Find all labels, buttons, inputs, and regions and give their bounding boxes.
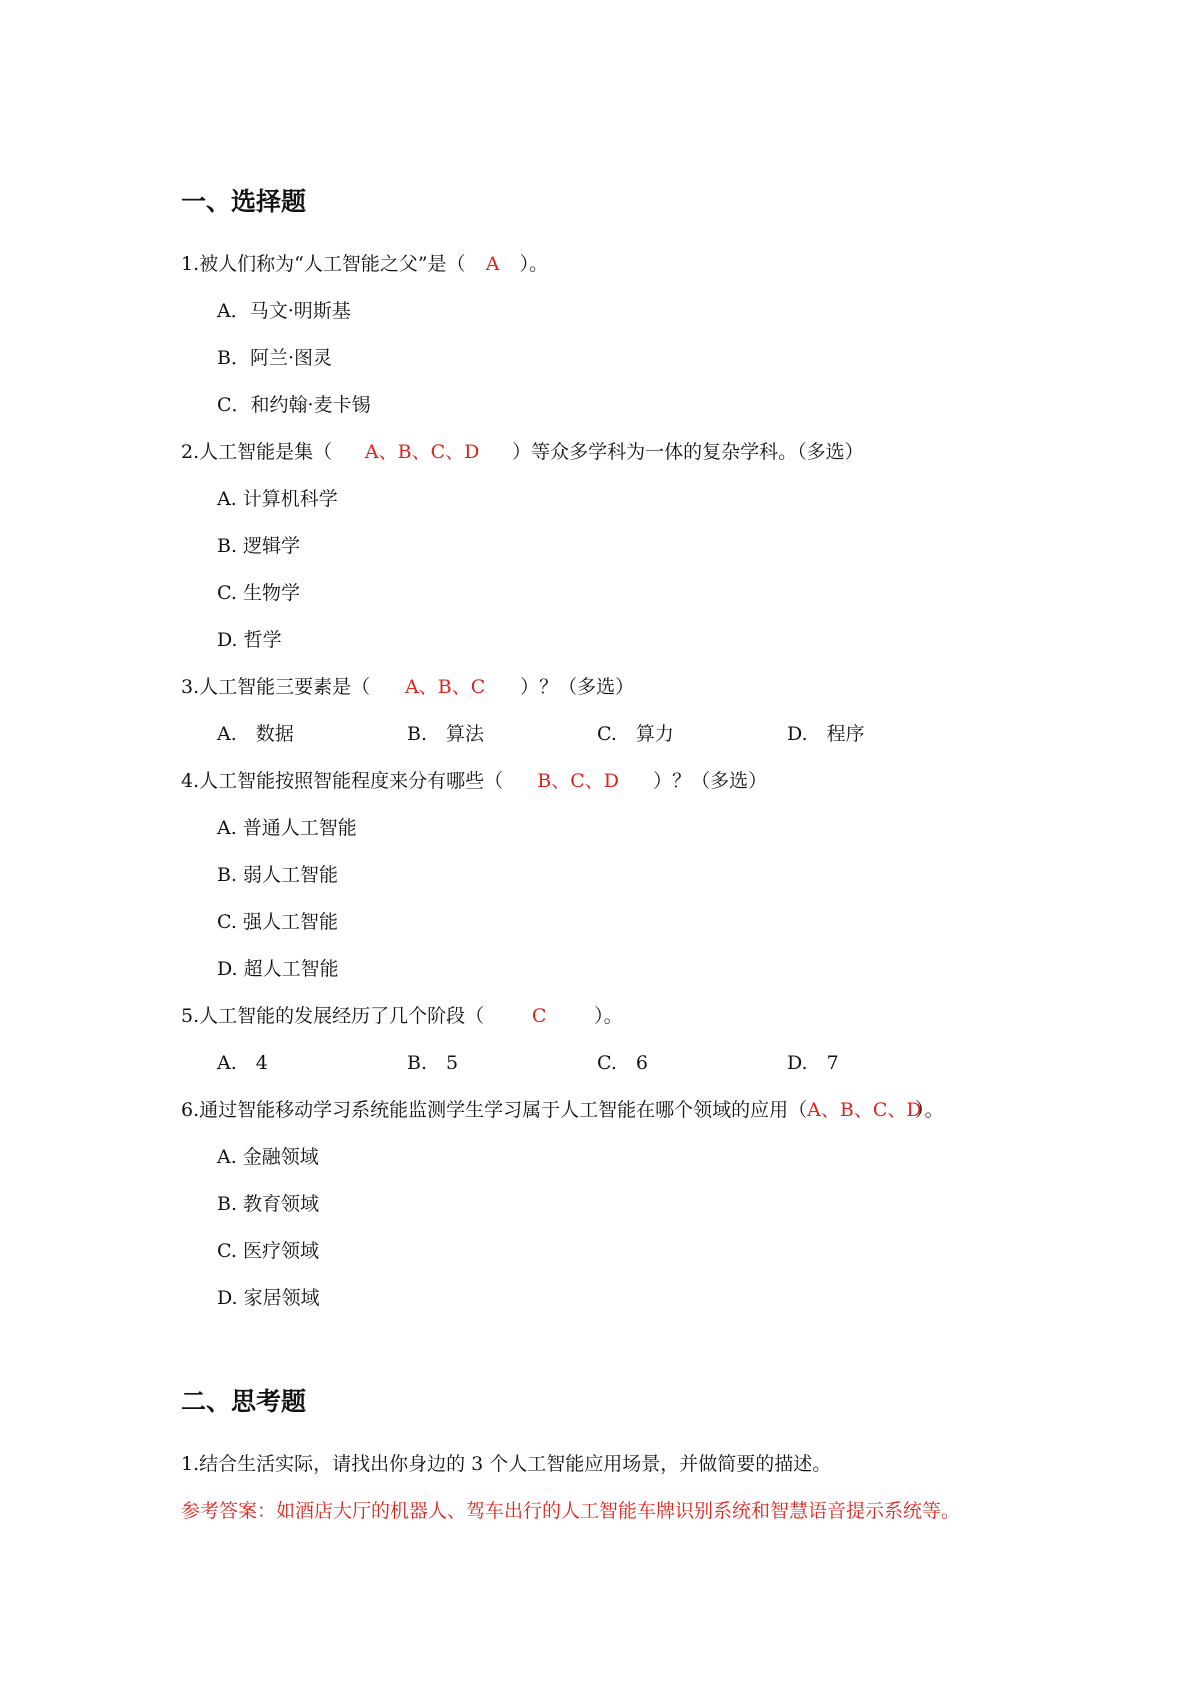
- question-6-option-d: D. 家居领域: [217, 1287, 320, 1309]
- question-4-tail: ）？（多选）: [653, 770, 768, 792]
- question-5-option-c: C. 6: [597, 1052, 648, 1074]
- question-3: [181, 674, 634, 700]
- question-5-option-b: B. 5: [407, 1052, 459, 1074]
- reference-answer: 参考答案：如酒店大厅的机器人、驾车出行的人工智能车牌识别系统和智慧语音提示系统等。: [181, 1500, 961, 1522]
- question-4-option-c: C. 强人工智能: [217, 911, 338, 933]
- question-2-option-c: C. 生物学: [217, 582, 300, 604]
- question-5-option-d: D. 7: [787, 1052, 839, 1074]
- question-1-option-a: A．马文·明斯基: [217, 300, 351, 322]
- question-1-answer: A: [485, 253, 500, 275]
- question-3-option-c: C. 算力: [597, 723, 674, 745]
- question-6-stem: 6.通过智能移动学习系统能监测学生学习属于人工智能在哪个领域的应用（: [181, 1099, 808, 1121]
- question-3-answer: A、B、C: [405, 676, 486, 698]
- question-2-tail: ）等众多学科为一体的复杂学科。（多选）: [512, 441, 864, 463]
- question-2-option-d: D. 哲学: [217, 629, 282, 651]
- question-5-stem: 5.人工智能的发展经历了几个阶段（: [181, 1005, 485, 1027]
- question-4-answer: B、C、D: [537, 770, 619, 792]
- question-3-options: [217, 721, 977, 747]
- question-6-tail: ）。: [915, 1099, 944, 1121]
- question-2: [181, 439, 864, 465]
- question-5: [181, 1003, 623, 1029]
- question-2-option-a: A. 计算机科学: [217, 488, 338, 510]
- thinking-question-1: 1.结合生活实际，请找出你身边的 3 个人工智能应用场景，并做简要的描述。: [181, 1453, 832, 1475]
- question-4-option-b: B. 弱人工智能: [217, 864, 339, 886]
- question-3-stem: 3.人工智能三要素是（: [181, 676, 371, 698]
- question-1-option-b: B．阿兰·图灵: [217, 347, 333, 369]
- question-6: [181, 1097, 944, 1123]
- question-5-answer: C: [531, 1005, 547, 1027]
- question-4-option-d: D. 超人工智能: [217, 958, 339, 980]
- question-5-options: [217, 1050, 977, 1076]
- question-1-tail: ）。: [519, 253, 549, 275]
- question-6-option-a: A. 金融领域: [217, 1146, 319, 1168]
- question-1-option-c: C．和约翰·麦卡锡: [217, 394, 371, 416]
- question-3-option-d: D. 程序: [787, 723, 865, 745]
- question-5-option-a: A. 4: [217, 1052, 268, 1074]
- question-4: [181, 768, 767, 794]
- question-4-option-a: A. 普通人工智能: [217, 817, 357, 839]
- section-title-choice: 一、选择题: [181, 187, 307, 216]
- question-3-tail: ）？（多选）: [520, 676, 635, 698]
- section-title-thinking: 二、思考题: [181, 1387, 307, 1416]
- question-2-stem: 2.人工智能是集（: [181, 441, 333, 463]
- question-6-option-c: C. 医疗领域: [217, 1240, 319, 1262]
- question-5-tail: ）。: [594, 1005, 623, 1027]
- question-2-answer: A、B、C、D: [364, 441, 480, 463]
- question-6-answer: A、B、C、D: [807, 1099, 922, 1121]
- question-6-option-b: B. 教育领域: [217, 1193, 320, 1215]
- question-3-option-a: A. 数据: [217, 723, 294, 745]
- question-4-stem: 4.人工智能按照智能程度来分有哪些（: [181, 770, 504, 792]
- question-2-option-b: B. 逻辑学: [217, 535, 301, 557]
- question-1: [181, 251, 548, 277]
- question-1-stem: 1.被人们称为“人工智能之父”是（: [181, 253, 466, 275]
- question-3-option-b: B. 算法: [407, 723, 485, 745]
